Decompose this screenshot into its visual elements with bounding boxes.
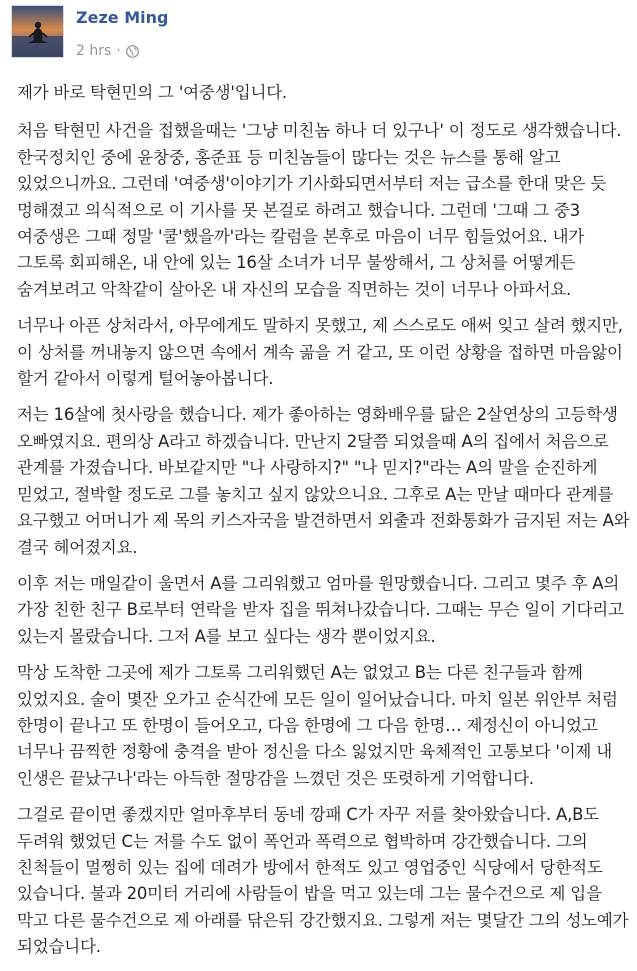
meta-separator: · — [116, 43, 121, 59]
post-paragraph: 제가 바로 탁현민의 그 '여중생'입니다. — [17, 83, 287, 102]
post-paragraph: 이후 저는 매일같이 울면서 A를 그리워했고 엄마를 원망했습니다. 그리고 몇주 후 A의 가장 친한 친구 B로부터 연락을 받자 집을 뛰쳐나갔습니다. 그때는 무슨 일이 기다리고 있는지 몰랐습니다. 그저 A를 보고 싶다는 생각 뿐이었지요. — [17, 573, 624, 646]
post-paragraph: 너무나 아픈 상처라서, 아무에게도 말하지 못했고, 제 스스로도 애써 잊고 살려 했지만, 이 상처를 꺼내놓지 않으면 속에서 계속 곪을 거 같고, 또 이런 상황을 접하면 마음앓이 할거 같아서 이렇게 털어놓아봅니다. — [17, 316, 623, 389]
author-name[interactable]: Zeze Ming — [76, 8, 169, 27]
post-timestamp[interactable]: 2 hrs — [76, 43, 112, 59]
globe-icon[interactable] — [126, 45, 139, 58]
post-paragraph: 그걸로 끝이면 좋겠지만 얼마후부터 동네 깡패 C가 자꾸 저를 찾아왔습니다. A,B도 두려워 했었던 C는 저를 수도 없이 폭언과 폭력으로 협박하며 강간했습니다. 그의 친척들이 멀쩡히 있는 집에 데려가 방에서 한적도 있고 영업중인 식당에서 당한적도 있습니다. 불과 20미터 거리에 사람들이 밥을 먹고 있는데 그는 물수건으로 제 입을 막고 다른 물수건으로 제 아래를 닦은뒤 강간했지요. 그렇게 저는 몇달간 그의 성노예가 되었습니다. — [17, 805, 629, 957]
post-paragraph: 막상 도착한 그곳에 제가 그토록 그리워했던 A는 없었고 B는 다른 친구들과 함께 있었지요. 술이 몇잔 오가고 순식간에 모든 일이 일어났습니다. 마치 일본 위안부 처럼 한명이 끝나고 또 한명이 들어오고, 다음 한명에 그 다음 한명… 제정신이 아니었고 너무나 끔찍한 정황에 충격을 받아 정신을 다소 잃었지만 육체적인 고통보다 '이제 내 인생은 끝났구나'라는 아득한 절망감을 느꼈던 것은 또렷하게 기억합니다. — [17, 663, 618, 788]
avatar[interactable] — [11, 5, 64, 58]
post-header — [0, 0, 637, 72]
meditation-silhouette-avatar — [12, 6, 64, 58]
post-meta — [76, 43, 139, 59]
post-paragraph: 처음 탁현민 사건을 접했을때는 '그냥 미친놈 하나 더 있구나' 이 정도로 생각했습니다. 한국정치인 중에 윤창중, 홍준표 등 미친놈들이 많다는 것은 뉴스를 통해 알고 있었으니까요. 그런데 '여중생'이야기가 기사화되면서부터 저는 급소를 한대 맞은 듯 멍해졌고 의식적으로 이 기사를 못 본걸로 하려고 했습니다. 그런데 '그때 그 중3 여중생은 그때 정말 '쿨'했을까'라는 칼럼을 본후로 마음이 너무 힘들었어요. 내가 그토록 회피해온, 내 안에 있는 16살 소녀가 너무 불쌍해서, 그 상처를 어떻게든 숨겨보려고 악착같이 살아온 내 자신의 모습을 직면하는 것이 너무나 아파서요. — [17, 121, 622, 299]
post-paragraph: 저는 16살에 첫사랑을 했습니다. 제가 좋아하는 영화배우를 닮은 2살연상의 고등학생 오빠였지요. 편의상 A라고 하겠습니다. 만난지 2달쯤 되었을때 A의 집에서 처음으로 관계를 가졌습니다. 바보같지만 "나 사랑하지?" "나 믿지?"라는 A의 말을 순진하게 믿었고, 절박할 정도로 그를 놓치고 싶지 않았으니요. 그후로 A는 만날 때마다 관계를 요구했고 어머니가 제 목의 키스자국을 발견하면서 외출과 전화통화가 금지된 저는 A와 결국 헤어졌지요. — [17, 405, 630, 557]
post-body — [17, 80, 631, 971]
